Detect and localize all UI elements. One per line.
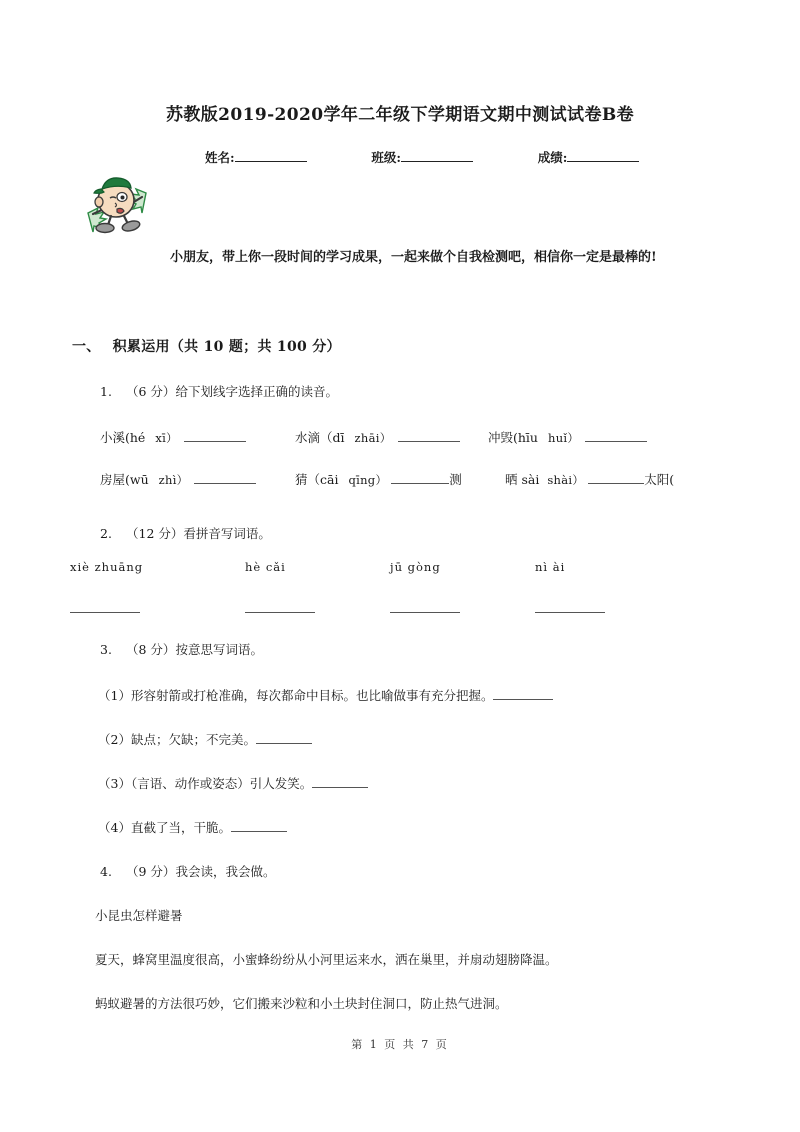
question-3-stem (100, 640, 263, 658)
question-2-text: 看拼音写词语。 (183, 526, 271, 541)
q1-word-6: 晒 sài (505, 472, 540, 487)
q2-blank-4[interactable] (535, 600, 605, 613)
q1-blank-3[interactable] (585, 428, 647, 442)
q1-suffix-5: 测 (449, 472, 462, 487)
question-1-row-1-item-1 (100, 428, 246, 446)
q1-pinyin-1: xī） (155, 431, 178, 445)
question-3-item-4 (98, 818, 287, 836)
page-footer: 第 1 页 共 7 页 (351, 1038, 449, 1051)
intro-paragraph: 小朋友，带上你一段时间的学习成果，一起来做个自我检测吧，相信你一定是最棒的! (170, 250, 657, 265)
q1-pinyin-4: zhì） (158, 473, 189, 487)
question-1-row-1-item-2 (295, 428, 460, 446)
score-label: 成绩: (537, 150, 568, 165)
question-1-row-1-item-3 (488, 428, 647, 446)
q2-pinyin-4: nì ài (535, 560, 566, 574)
q1-word-1: 小溪(hé (100, 430, 146, 445)
section-heading (72, 336, 341, 356)
q1-suffix-6: 太阳( (644, 472, 675, 487)
name-field[interactable] (205, 148, 307, 166)
q1-blank-5[interactable] (391, 470, 449, 484)
q3-blank-4[interactable] (231, 818, 287, 832)
q2-pinyin-1: xiè zhuāng (70, 560, 144, 574)
section-title: 积累运用（共 10 题；共 100 分） (112, 339, 341, 355)
name-label: 姓名: (205, 150, 235, 165)
q2-pinyin-2: hè cǎi (245, 560, 286, 574)
q3-item-3-text: （3）（言语、动作或姿态）引人发笑。 (98, 776, 313, 791)
q1-blank-2[interactable] (398, 428, 460, 442)
cartoon-boy-icon (74, 167, 160, 239)
question-3-score: （8 分） (126, 642, 176, 657)
question-4-score: （9 分） (126, 864, 176, 879)
q1-pinyin-2: zhāi） (354, 431, 392, 445)
q2-blank-2[interactable] (245, 600, 315, 613)
q2-blank-3[interactable] (390, 600, 460, 613)
section-number: 一、 (72, 339, 101, 355)
question-1-stem (100, 382, 338, 400)
q2-pinyin-3: jū gòng (390, 560, 441, 574)
score-field[interactable] (538, 148, 640, 166)
class-field[interactable] (371, 148, 473, 166)
question-3-item-2 (98, 730, 312, 748)
question-1-row-2-item-1 (100, 470, 256, 488)
q3-blank-1[interactable] (493, 686, 553, 700)
question-4-text: 我会读，我会做。 (175, 864, 276, 879)
q1-blank-1[interactable] (184, 428, 246, 442)
question-2-stem (100, 524, 271, 542)
class-label: 班级: (371, 150, 401, 165)
question-2-score: （12 分） (126, 526, 184, 541)
q3-blank-2[interactable] (256, 730, 312, 744)
question-1-score: （6 分） (126, 384, 176, 399)
q1-blank-6[interactable] (588, 470, 644, 484)
question-1-text: 给下划线字选择正确的读音。 (175, 384, 338, 399)
question-1-number: 1. (100, 384, 112, 399)
passage-paragraph-1: 夏天，蜂窝里温度很高，小蜜蜂纷纷从小河里运来水，洒在巢里，并扇动翅膀降温。 (95, 952, 558, 967)
score-input-blank[interactable] (567, 161, 639, 162)
question-1-row-2-item-2 (295, 470, 462, 488)
q1-pinyin-3: huǐ） (547, 431, 580, 445)
question-3-number: 3. (100, 642, 112, 657)
question-1-row-2-item-3 (505, 470, 674, 488)
passage-title: 小昆虫怎样避暑 (95, 908, 183, 923)
question-2-number: 2. (100, 526, 112, 541)
q3-item-2-text: （2）缺点；欠缺；不完美。 (98, 732, 256, 747)
q1-blank-4[interactable] (194, 470, 256, 484)
q1-word-4: 房屋(wū (100, 472, 149, 487)
q1-pinyin-5: qīng） (348, 473, 388, 487)
name-input-blank[interactable] (235, 161, 307, 162)
question-3-item-1 (98, 686, 553, 704)
student-info-row (205, 148, 765, 166)
question-4-stem (100, 862, 275, 880)
question-3-text: 按意思写词语。 (175, 642, 263, 657)
passage-paragraph-2: 蚂蚁避暑的方法很巧妙，它们搬来沙粒和小土块封住洞口，防止热气进洞。 (95, 996, 508, 1011)
q3-item-4-text: （4）直截了当，干脆。 (98, 820, 231, 835)
question-3-item-3 (98, 774, 368, 792)
q1-word-3: 冲毁(hīu (488, 430, 538, 445)
q1-word-2: 水滴（dī (295, 430, 345, 445)
q1-word-5: 猜（cāi (295, 472, 339, 487)
q1-pinyin-6: shài） (547, 473, 585, 487)
question-2-answer-blanks (70, 600, 770, 614)
q2-blank-1[interactable] (70, 600, 140, 613)
class-input-blank[interactable] (401, 161, 473, 162)
q3-item-1-text: （1）形容射箭或打枪准确，每次都命中目标。也比喻做事有充分把握。 (98, 688, 494, 703)
page-title: 苏教版2019-2020学年二年级下学期语文期中测试试卷B卷 (165, 105, 635, 125)
q3-blank-3[interactable] (312, 774, 368, 788)
question-4-number: 4. (100, 864, 112, 879)
